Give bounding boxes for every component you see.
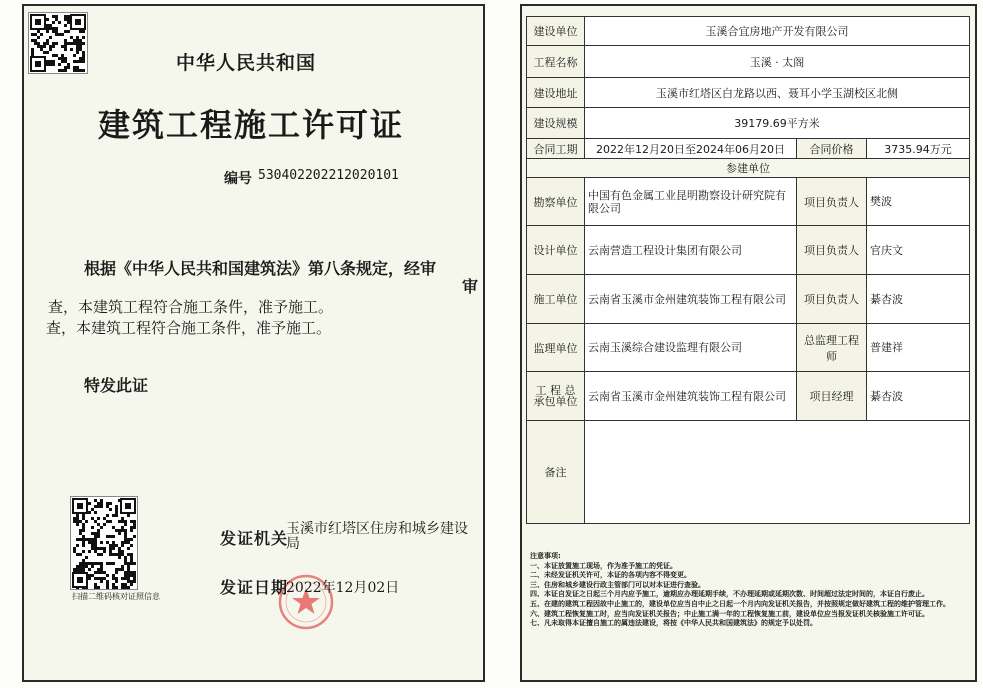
builder-value: 玉溪合宜房地产开发有限公司 — [585, 17, 970, 46]
period-value: 2022年12月20日至2024年06月20日 — [585, 139, 797, 159]
participant-row — [527, 178, 970, 226]
table-row — [527, 159, 970, 178]
participant-unit-value: 云南玉溪综合建设监理有限公司 — [585, 324, 797, 372]
note-item: 七、凡未取得本证擅自施工的属违法建设，将按《中华人民共和国建筑法》的规定予以处罚。 — [530, 619, 817, 628]
table-row — [527, 421, 970, 524]
participants-header: 参建单位 — [527, 159, 970, 178]
participant-row — [527, 275, 970, 324]
qr-code-bottom[interactable] — [70, 496, 138, 590]
participant-role-label: 总监理工程师 — [797, 324, 867, 372]
qr-code-top[interactable] — [28, 12, 88, 74]
participant-person: 綦杏波 — [867, 275, 970, 324]
table-row — [527, 108, 970, 139]
qr-caption: 扫描二维码核对证照信息 — [72, 592, 160, 601]
notes-title: 注意事项: — [530, 552, 561, 560]
project-name-label: 工程名称 — [527, 46, 585, 78]
special-issue-text: 特发此证 — [84, 376, 149, 395]
period-label: 合同工期 — [527, 139, 585, 159]
participant-unit-label: 施工单位 — [527, 275, 585, 324]
builder-label: 建设单位 — [527, 17, 585, 46]
certificate-details — [520, 4, 977, 682]
note-item: 二、未经发证机关许可，本证的各项内容不得变更。 — [530, 571, 691, 580]
participant-unit-value: 云南省玉溪市金州建筑装饰工程有限公司 — [585, 275, 797, 324]
participant-unit-label: 监理单位 — [527, 324, 585, 372]
statement-line-1: 根据《中华人民共和国建筑法》第八条规定，经审 — [84, 259, 437, 278]
note-item: 三、住房和城乡建设行政主管部门可以对本证进行查验。 — [530, 580, 705, 589]
participant-unit-value: 云南营造工程设计集团有限公司 — [585, 226, 797, 275]
scale-label: 建设规模 — [527, 108, 585, 139]
address-label: 建设地址 — [527, 78, 585, 108]
qr-code-icon — [71, 497, 137, 589]
participant-unit-label: 工 程 总 承包单位 — [527, 372, 585, 421]
participant-role-label: 项目负责人 — [797, 226, 867, 275]
participant-row — [527, 372, 970, 421]
participant-person: 官庆文 — [867, 226, 970, 275]
note-item: 五、在建的建筑工程因故中止施工的，建设单位应当自中止之日起一个月内向发证机关报告，并按照规定做好建筑工程的维护管理工作。 — [530, 599, 950, 608]
participant-role-label: 项目经理 — [797, 372, 867, 421]
table-row — [527, 78, 970, 108]
table-row — [527, 46, 970, 78]
remarks-label: 备注 — [527, 421, 585, 524]
participant-person: 綦杏波 — [867, 372, 970, 421]
participant-row — [527, 226, 970, 275]
note-item: 一、本证放置施工现场，作为准予施工的凭证。 — [530, 561, 677, 570]
statement-line-3: 查，本建筑工程符合施工条件，准予施工。 — [48, 298, 334, 316]
issue-date-label: 发证日期 — [220, 578, 289, 597]
table-row — [527, 17, 970, 46]
issuer-value: 玉溪市红塔区住房和城乡建设局 — [286, 521, 468, 552]
participant-role-label: 项目负责人 — [797, 275, 867, 324]
project-name-value: 玉溪 · 太阁 — [585, 46, 970, 78]
participant-row — [527, 324, 970, 372]
remarks-value — [585, 421, 970, 524]
statement-line-4: 查，本建筑工程符合施工条件，准予施工。 — [46, 319, 332, 337]
notes-section — [530, 552, 970, 629]
certificate-number: 530402202212020101 — [258, 168, 399, 183]
participant-person: 普建祥 — [867, 324, 970, 372]
country-name: 中华人民共和国 — [176, 52, 317, 74]
participant-role-label: 项目负责人 — [797, 178, 867, 226]
issuer-label: 发证机关 — [220, 529, 289, 548]
participant-unit-label: 勘察单位 — [527, 178, 585, 226]
participant-unit-value: 中国有色金属工业昆明勘察设计研究院有限公司 — [585, 178, 797, 226]
price-value: 3735.94万元 — [867, 139, 970, 159]
qr-code-icon — [29, 13, 87, 73]
certificate-front — [22, 4, 485, 682]
participant-person: 樊波 — [867, 178, 970, 226]
number-label: 编号 — [224, 171, 252, 187]
scale-value: 39179.69平方米 — [585, 108, 970, 139]
note-item: 四、本证自发证之日起三个月内应予施工，逾期应办理延期手续，不办理延期或延期次数、时间超过法定时间的，本证自行废止。 — [530, 590, 929, 599]
certificate-title: 建筑工程施工许可证 — [98, 106, 405, 144]
issue-date-value: 2022年12月02日 — [286, 580, 400, 596]
participant-unit-value: 云南省玉溪市金州建筑装饰工程有限公司 — [585, 372, 797, 421]
participant-unit-label: 设计单位 — [527, 226, 585, 275]
price-label: 合同价格 — [797, 139, 867, 159]
address-value: 玉溪市红塔区白龙路以西、聂耳小学玉湖校区北侧 — [585, 78, 970, 108]
statement-line-2: 审 — [462, 277, 479, 296]
table-row — [527, 139, 970, 159]
note-item: 六、建筑工程恢复施工时，应当向发证机关报告；中止施工满一年的工程恢复施工前，建设单位应当报发证机关核验施工许可证。 — [530, 609, 929, 618]
details-table — [526, 16, 970, 524]
